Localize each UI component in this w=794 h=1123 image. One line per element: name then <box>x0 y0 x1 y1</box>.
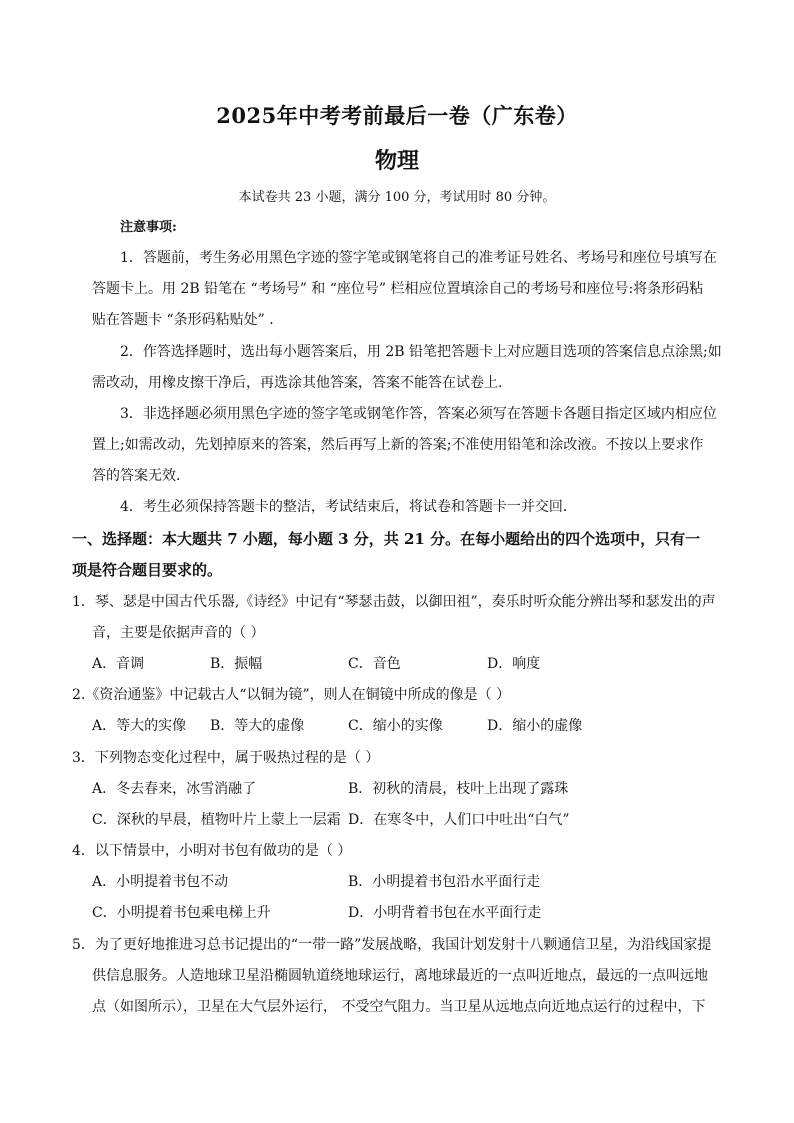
q3-option-c: C．深秋的早晨，植物叶片上蒙上一层霜 <box>92 812 341 828</box>
exam-title: 2025年中考考前最后一卷（广东卷） <box>216 103 578 128</box>
question-1-cont: 音，主要是依据声音的（ ） <box>92 625 265 641</box>
section-heading: 一、选择题：本大题共 7 小题，每小题 3 分，共 21 分。在每小题给出的四个选项中，只有一 <box>72 530 701 548</box>
question-4: 4．以下情景中，小明对书包有做功的是（ ） <box>72 843 352 859</box>
question-3: 3．下列物态变化过程中，属于吸热过程的是（ ） <box>72 750 380 766</box>
note-line: 答题卡上。用 2B 铅笔在 “考场号” 和 “座位号” 栏相应位置填涂自己的考场号和座位号:将条形码粘 <box>92 281 704 297</box>
q2-option-a: A．等大的实像 <box>92 718 187 734</box>
question-1: 1．琴、瑟是中国古代乐器,《诗经》中记有“琴瑟击鼓，以御田祖”，奏乐时听众能分辨出琴和瑟发出的声 <box>72 594 716 610</box>
q1-option-a: A．音调 <box>92 656 145 672</box>
section-heading-cont: 项是符合题目要求的。 <box>72 561 223 579</box>
q3-option-d: D．在寒冬中，人们口中吐出“白气” <box>348 812 570 828</box>
note-line: 3．非选择题必须用黑色字迹的签字笔或钢笔作答，答案必须写在答题卡各题目指定区域内相应位 <box>120 406 717 422</box>
q1-option-c: C．音色 <box>348 656 401 672</box>
subject-title: 物理 <box>374 148 419 174</box>
q4-option-a: A．小明提着书包不动 <box>92 874 229 890</box>
question-2: 2.《资治通鉴》中记载古人“以铜为镜”，则人在铜镜中所成的像是（ ） <box>72 687 511 703</box>
exam-info: 本试卷共 23 小题，满分 100 分，考试用时 80 分钟。 <box>238 190 556 205</box>
q2-option-c: C．缩小的实像 <box>348 718 443 734</box>
q3-option-a: A．冬去春来，冰雪消融了 <box>92 781 257 797</box>
q4-option-d: D．小明背着书包在水平面行走 <box>348 905 542 921</box>
question-5: 5．为了更好地推进习总书记提出的“一带一路”发展战略，我国计划发射十八颗通信卫星，为沿线国家提 <box>72 937 712 953</box>
note-line: 1．答题前，考生务必用黑色字迹的签字笔或钢笔将自己的准考证号姓名、考场号和座位号填写在 <box>120 250 717 266</box>
note-line: 置上;如需改动，先划掉原来的答案，然后再写上新的答案;不准使用铅笔和涂改液。不按以上要求作 <box>92 437 704 453</box>
note-line: 答的答案无效． <box>92 468 190 484</box>
note-line: 需改动，用橡皮擦干净后，再选涂其他答案，答案不能答在试卷上. <box>92 375 503 391</box>
notes-heading: 注意事项: <box>120 220 177 235</box>
q1-option-b: B．振幅 <box>210 656 263 672</box>
q4-option-c: C．小明提着书包乘电梯上升 <box>92 905 271 921</box>
note-line: 2．作答选择题时，选出每小题答案后，用 2B 铅笔把答题卡上对应题目选项的答案信息点涂黑;如 <box>120 344 722 360</box>
q2-option-d: D．缩小的虚像 <box>487 718 583 734</box>
q1-option-d: D．响度 <box>487 656 541 672</box>
question-5-cont: 点（如图所示），卫星在大气层外运行， 不受空气阻力。当卫星从远地点向近地点运行的过程中，下 <box>92 999 706 1015</box>
q2-option-b: B．等大的虚像 <box>210 718 305 734</box>
question-5-cont: 供信息服务。人造地球卫星沿椭圆轨道绕地球运行，离地球最近的一点叫近地点，最远的一点叫远地 <box>92 968 708 984</box>
note-line: 贴在答题卡 “条形码粘贴处” . <box>92 312 274 328</box>
q4-option-b: B．小明提着书包沿水平面行走 <box>348 874 541 890</box>
note-line: 4．考生必须保持答题卡的整洁，考试结束后，将试卷和答题卡一并交回． <box>120 499 577 515</box>
q3-option-b: B．初秋的清晨，枝叶上出现了露珠 <box>348 781 569 797</box>
